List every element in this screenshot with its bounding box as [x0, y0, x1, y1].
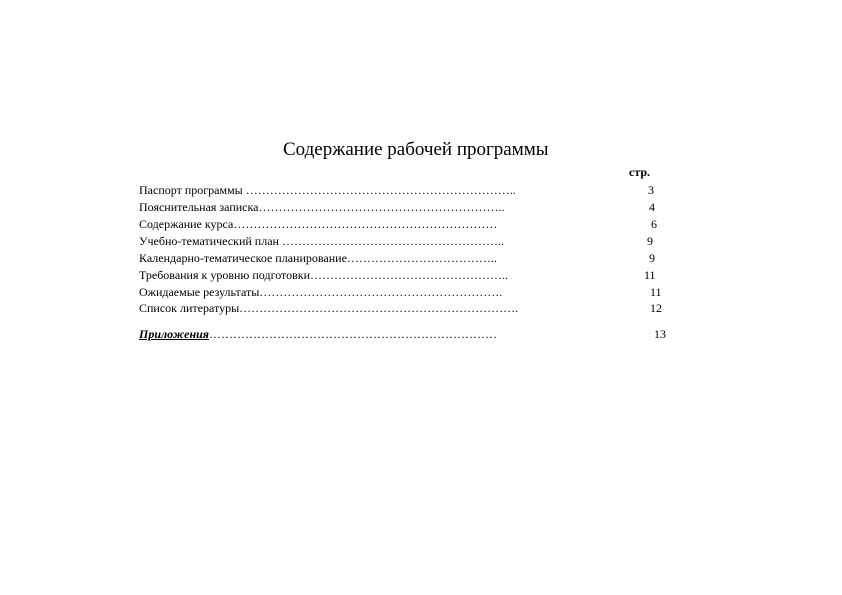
toc-entry-text	[139, 200, 504, 214]
toc-entry-leader: ………………………………………………………………	[208, 327, 497, 341]
toc-entry-page: 12	[650, 301, 662, 315]
toc-entry-leader: …………………………………………………………..	[242, 183, 516, 197]
toc-entry-page: 9	[649, 251, 655, 265]
toc-entry-leader: ……………………………………………………..	[258, 200, 505, 214]
toc-entry-label: Приложения	[139, 327, 209, 341]
toc-entry-label: Учебно-тематический план	[139, 234, 279, 248]
toc-entry-page: 4	[649, 200, 655, 214]
toc-entry-text	[139, 234, 504, 248]
toc-entry-text	[139, 268, 508, 282]
toc-entry	[139, 285, 669, 299]
toc-entry-text	[139, 251, 497, 265]
toc-entry-text	[139, 183, 516, 197]
toc-entry-page: 11	[644, 268, 656, 282]
page-column-label: стр.	[629, 165, 651, 179]
toc-entry	[139, 234, 659, 248]
toc-entry	[139, 200, 659, 214]
toc-entry	[139, 301, 669, 315]
toc-entry-leader: …………………………………………………………….	[239, 301, 519, 315]
toc-entry-leader: …………………………………………………………	[233, 217, 498, 231]
toc-entry-appendix	[139, 327, 674, 341]
toc-entry-label: Требования к уровню подготовки	[139, 268, 311, 282]
toc-entry-leader: ………………………………………………..	[278, 234, 504, 248]
toc-entry-label: Календарно-тематическое планирование	[139, 251, 347, 265]
toc-entry-page: 13	[654, 327, 666, 341]
toc-entry-page: 3	[648, 183, 654, 197]
toc-entry-text	[139, 217, 497, 231]
toc-entry-page: 9	[647, 234, 653, 248]
document-title: Содержание рабочей программы	[283, 139, 549, 160]
toc-entry	[139, 183, 659, 197]
toc-entry-leader: ………………………………..	[346, 251, 497, 265]
toc-entry-label: Пояснительная записка	[139, 200, 259, 214]
toc-entry-text	[139, 301, 518, 315]
toc-entry	[139, 251, 659, 265]
toc-entry-page: 11	[650, 285, 662, 299]
toc-entry-page: 6	[651, 217, 657, 231]
toc-entry-label: Паспорт программы	[139, 183, 243, 197]
toc-entry-label: Содержание курса	[139, 217, 234, 231]
toc-entry	[139, 268, 659, 282]
toc-entry	[139, 217, 659, 231]
toc-entry-label: Список литературы	[139, 301, 240, 315]
toc-entry-text	[139, 285, 502, 299]
toc-entry-text	[139, 327, 497, 341]
toc-entry-leader: …………………………………………..	[310, 268, 509, 282]
toc-entry-label: Ожидаемые результаты	[139, 285, 260, 299]
toc-entry-leader: …………………………………………………….	[259, 285, 503, 299]
